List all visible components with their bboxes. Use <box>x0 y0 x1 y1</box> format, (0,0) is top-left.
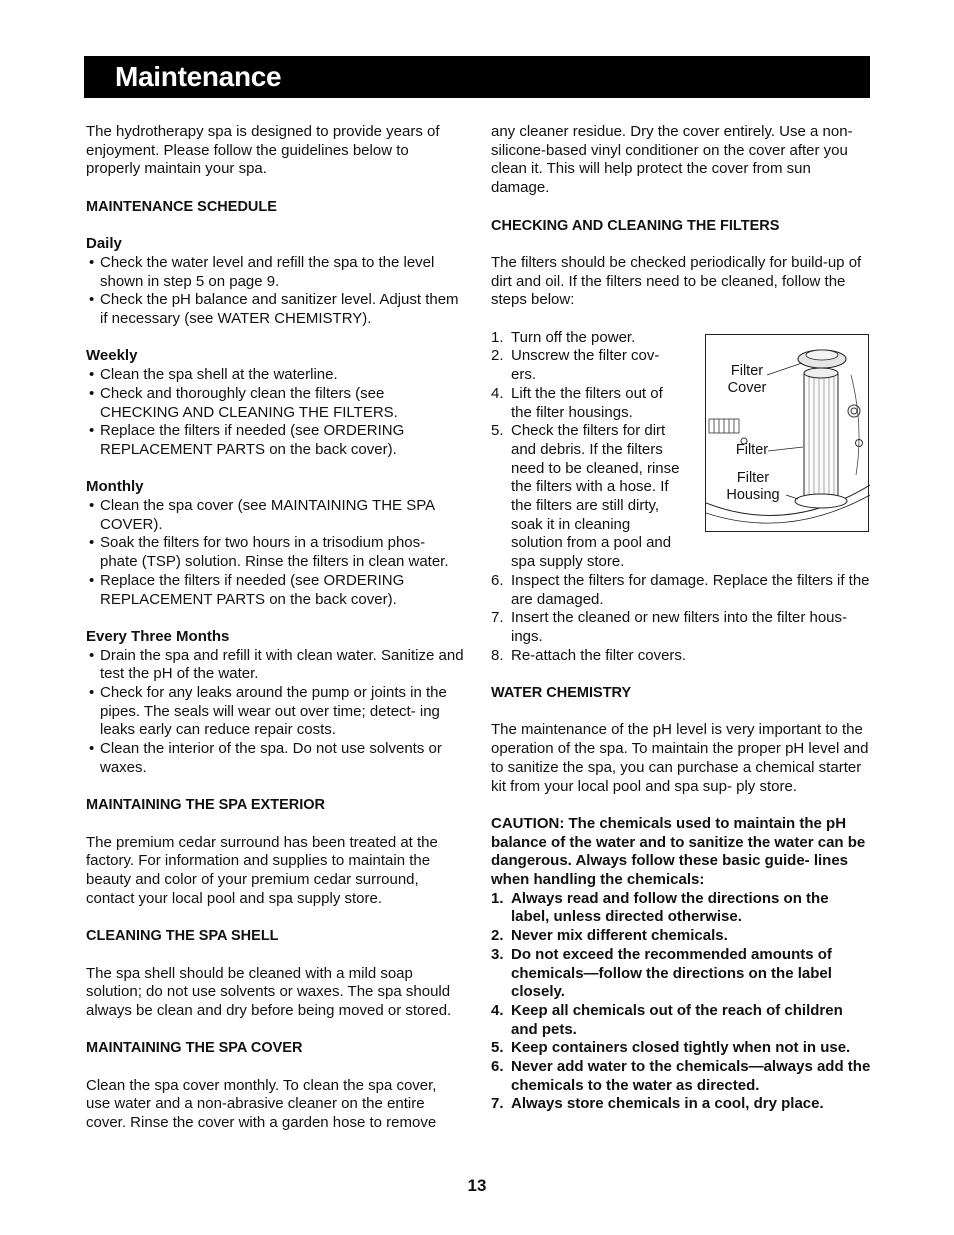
cover-heading: MAINTAINING THE SPA COVER <box>86 1040 303 1057</box>
item-text: Never mix different chemicals. <box>511 927 728 945</box>
list-item <box>491 890 871 927</box>
daily-heading: Daily <box>86 235 122 253</box>
filters-intro: The filters should be checked periodically for build-up of dirt and oil. If the filters need to be cleaned, follow the steps below: <box>491 253 862 309</box>
list-item: • Replace the filters if needed (see ORDERING REPLACEMENT PARTS on the back cover). <box>86 572 464 609</box>
right-column <box>491 123 871 1114</box>
list-item: • Check and thoroughly clean the filters (see CHECKING AND CLEANING THE FILTERS. <box>86 385 464 422</box>
list-item <box>491 1002 871 1039</box>
list-item: • Check the water level and refill the spa to the level shown in step 5 on page 9. <box>86 254 464 291</box>
list-item: • Replace the filters if needed (see ORDERING REPLACEMENT PARTS on the back cover). <box>86 422 464 459</box>
list-item <box>491 329 681 348</box>
left-column <box>86 123 464 1133</box>
page-number: 13 <box>467 1176 487 1195</box>
shell-heading: CLEANING THE SPA SHELL <box>86 928 279 945</box>
item-text: Keep containers closed tightly when not in use. <box>511 1039 851 1057</box>
list-item: • Soak the filters for two hours in a trisodium phos- phate (TSP) solution. Rinse the filters in clean water. <box>86 534 464 571</box>
exterior-paragraph: The premium cedar surround has been treated at the factory. For information and supplies to maintain the beauty and color of your premium cedar surround, contact your local pool and spa supply store. <box>86 833 438 907</box>
shell-paragraph: The spa shell should be cleaned with a mild soap solution; do not use solvents or waxes. The spa should always be clean and dry before being moved or stored. <box>86 964 452 1019</box>
list-item: • Clean the spa cover (see MAINTAINING THE SPA COVER). <box>86 497 464 534</box>
step-number: 4. <box>491 384 504 402</box>
filter-cover-label: Filter Cover <box>727 363 767 396</box>
item-number: 5. <box>491 1039 504 1057</box>
monthly-list <box>86 497 464 609</box>
list-item <box>491 1039 871 1058</box>
list-item: • Check the pH balance and sanitizer level. Adjust them if necessary (see WATER CHEMISTRY). <box>86 291 464 328</box>
item-number: 1. <box>491 889 504 907</box>
list-item <box>491 347 681 384</box>
filters-heading: CHECKING AND CLEANING THE FILTERS <box>491 217 780 234</box>
item-number: 7. <box>491 1095 504 1113</box>
item-text: Keep all chemicals out of the reach of children and pets. <box>511 1001 843 1038</box>
caution-list <box>491 890 871 1114</box>
cover-paragraph-continued: any cleaner residue. Dry the cover entirely. Use a non-silicone-based vinyl conditioner on the cover after you clean it. This will help protect the cover from sun damage. <box>491 123 853 197</box>
item-number: 4. <box>491 1001 504 1019</box>
list-item <box>491 385 681 422</box>
list-item <box>491 572 871 609</box>
item-text: Never add water to the chemicals—always add the chemicals to the water as directed. <box>511 1058 871 1094</box>
step-text: Turn off the power. <box>511 328 636 346</box>
item-number: 6. <box>491 1058 504 1076</box>
cover-paragraph: Clean the spa cover monthly. To clean the spa cover, use water and a non-abrasive cleaner on the entire cover. Rinse the cover with a garden hose to remove <box>86 1076 437 1132</box>
exterior-heading: MAINTAINING THE SPA EXTERIOR <box>86 797 325 814</box>
filter-steps-list <box>491 329 681 572</box>
list-item: • Drain the spa and refill it with clean water. Sanitize and test the pH of the water. <box>86 647 464 684</box>
monthly-heading: Monthly <box>86 478 144 496</box>
filter-steps-list-continued <box>491 572 871 666</box>
list-item: • Check for any leaks around the pump or joints in the pipes. The seals will wear out over time; detect- ing leaks early can reduce repair costs. <box>86 684 464 740</box>
filter-housing-label: Filter Housing <box>726 470 780 503</box>
step-text: Re-attach the filter covers. <box>511 646 687 664</box>
water-chemistry-paragraph: The maintenance of the pH level is very important to the operation of the spa. To maintain the proper pH level and to sanitize the spa, you can purchase a chemical starter kit from your local pool and spa sup- ply store. <box>491 721 869 795</box>
item-text: Do not exceed the recommended amounts of chemicals—follow the directions on the label closely. <box>511 945 832 1001</box>
weekly-heading: Weekly <box>86 347 138 365</box>
weekly-list <box>86 366 464 460</box>
section-banner <box>84 56 870 98</box>
list-item <box>491 647 871 666</box>
list-item <box>491 609 871 646</box>
step-number: 7. <box>491 609 504 627</box>
list-item: • Clean the spa shell at the waterline. <box>86 366 464 385</box>
step-text: Inspect the filters for damage. Replace the filters if the are damaged. <box>511 571 870 608</box>
step-number: 8. <box>491 646 504 664</box>
item-number: 2. <box>491 927 504 945</box>
step-text: Insert the cleaned or new filters into the filter hous- ings. <box>511 609 848 645</box>
list-item <box>491 946 871 1002</box>
step-text: Unscrew the filter cov- ers. <box>511 347 660 384</box>
filter-label: Filter <box>735 442 769 458</box>
filter-diagram <box>705 334 869 532</box>
item-text: Always read and follow the directions on the label, unless directed otherwise. <box>511 889 829 926</box>
item-number: 3. <box>491 945 504 963</box>
step-number: 5. <box>491 422 504 440</box>
list-item <box>491 927 871 946</box>
step-number: 2. <box>491 347 504 365</box>
page-title: Maintenance <box>115 61 282 92</box>
list-item <box>491 422 681 572</box>
step-text: Check the filters for dirt and debris. If the filters need to be cleaned, rinse the filters with a hose. If the filters are still dirty, soak it in cleaning solution from a pool and spa supply store. <box>511 422 680 571</box>
list-item <box>491 1058 871 1095</box>
water-chemistry-heading: WATER CHEMISTRY <box>491 685 632 702</box>
list-item <box>491 1095 871 1114</box>
item-text: Always store chemicals in a cool, dry place. <box>511 1095 824 1113</box>
three-months-heading: Every Three Months <box>86 627 230 645</box>
daily-list <box>86 254 464 329</box>
step-text: Lift the the filters out of the filter housings. <box>511 384 663 421</box>
step-number: 6. <box>491 571 504 589</box>
three-months-list <box>86 647 464 778</box>
caution-paragraph: CAUTION: The chemicals used to maintain the pH balance of the water and to sanitize the water can be dangerous. Always follow these basic guide- lines when handling the chemicals: <box>491 814 866 889</box>
intro-paragraph: The hydrotherapy spa is designed to provide years of enjoyment. Please follow the guidelines below to properly maintain your spa. <box>86 123 440 178</box>
step-number: 1. <box>491 328 504 346</box>
maintenance-schedule-heading: MAINTENANCE SCHEDULE <box>86 198 277 215</box>
list-item: • Clean the interior of the spa. Do not use solvents or waxes. <box>86 740 464 777</box>
